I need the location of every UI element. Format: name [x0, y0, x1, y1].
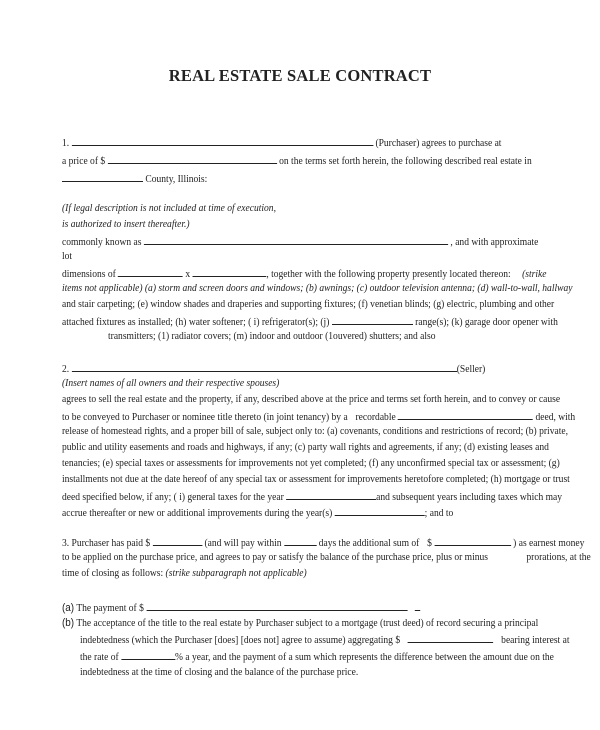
section-2-line-3: agrees to sell the real estate and the property, if any, described above at the price and terms set forth herein, and to convey or cause — [62, 394, 561, 405]
rate-label: the rate of — [80, 652, 119, 663]
section-2-line-8: installments not due at the date hereof of any special tax or assessment for improvements heretofore completed; (h) mortgage or trust — [62, 474, 570, 485]
improvement-year-field[interactable] — [335, 506, 425, 516]
price-field[interactable] — [108, 154, 277, 164]
property-list-1-text: items not applicable) (a) storm and screen doors and windows; (b) awnings; (c) outdoor television antenna; (d) wall-to-wall, hallway — [62, 283, 573, 294]
earnest-paid-field[interactable] — [153, 536, 203, 546]
prorations-text: prorations, at the — [526, 552, 591, 563]
additional-sum-field[interactable] — [434, 536, 511, 546]
deed-with-text: deed, with — [535, 412, 576, 423]
legal-note-2: is authorized to insert thereafter.) — [62, 219, 190, 230]
section-1-line-3 — [62, 172, 207, 186]
page-title: REAL ESTATE SALE CONTRACT — [168, 66, 432, 85]
subparagraph-b-line-4: indebtedness at the time of closing and the balance of the purchase price. — [80, 667, 359, 678]
known-as-label: commonly known as — [62, 237, 142, 248]
section-1-line-dim — [62, 267, 546, 281]
purchaser-text: (Purchaser) agrees to purchase at — [375, 138, 502, 149]
acceptance-text: The acceptance of the title to the real estate by Purchaser subject to a mortgage (trust deed) of record securing a principal — [76, 618, 539, 629]
property-list-3 — [62, 315, 558, 329]
price-label: a price of $ — [62, 156, 106, 167]
terms-text: on the terms set forth herein, the following described real estate in — [279, 156, 532, 167]
recordable-text: recordable — [355, 412, 396, 423]
section-2-line-1 — [62, 362, 485, 376]
section-1-number: 1. — [62, 138, 70, 149]
section-2-line-6: public and utility easements and roads and highways, if any; (c) party wall rights and agreements, if any; (d) existing leases and — [62, 442, 549, 453]
rate-text: % a year, and the payment of a sum which represents the difference between the amount due on the — [175, 652, 554, 663]
range-text: range(s); (k) garage door opener with — [415, 317, 558, 328]
payment-text: The payment of $ — [76, 603, 144, 614]
accrue-text: accrue thereafter or new or additional improvements during the year(s) — [62, 508, 333, 519]
strike-subparagraph-note: (strike subparagraph not applicable) — [165, 568, 307, 579]
balance-text: to be applied on the purchase price, and agrees to pay or satisfy the balance of the purchase price, plus or minus — [62, 552, 488, 563]
payment-field-end — [415, 601, 420, 611]
and-to-text: ; and to — [424, 508, 454, 519]
section-1-line-known — [62, 235, 538, 249]
dimensions-label: dimensions of — [62, 269, 116, 280]
address-field[interactable] — [144, 235, 448, 245]
property-list-3-text: attached fixtures as installed; (h) water softener; ( i) refrigerator(s); (j) — [62, 317, 330, 328]
subparagraph-b-line-2 — [80, 633, 569, 647]
conveyed-text: to be conveyed to Purchaser or nominee title thereto (in joint tenancy) by a — [62, 412, 348, 423]
payment-field[interactable] — [146, 601, 407, 611]
section-2-number: 2. — [62, 364, 70, 375]
subparagraph-a — [62, 601, 420, 615]
deed-type-field[interactable] — [398, 410, 533, 420]
section-2-line-4 — [62, 410, 575, 424]
additional-sum-text: days the additional sum of — [318, 538, 420, 549]
county-label: County, Illinois: — [145, 174, 208, 185]
section-2-line-5: release of homestead rights, and a proper bill of sale, subject only to: (a) covenants, conditions and restrictions of record; (b) private, — [62, 426, 568, 437]
purchaser-name-field[interactable] — [72, 136, 374, 146]
aggregating-field[interactable] — [408, 633, 493, 643]
dimension-x: x — [185, 269, 191, 280]
strike-note: (strike — [522, 269, 547, 280]
bearing-interest-text: bearing interest at — [501, 635, 570, 646]
approx-text: , and with approximate — [450, 237, 539, 248]
county-field[interactable] — [62, 172, 143, 182]
section-3-line-3 — [62, 568, 307, 580]
dimension-width-field[interactable] — [118, 267, 183, 277]
section-2-line-9 — [62, 490, 562, 504]
section-1-line-2 — [62, 154, 532, 168]
earnest-money-text: ) as earnest money — [513, 538, 585, 549]
subparagraph-b-line-3 — [80, 650, 554, 664]
property-list-4: transmitters; (1) radiator covers; (m) indoor and outdoor (1ouvered) shutters; and also — [108, 331, 436, 342]
subparagraph-a-label: (a) — [62, 602, 75, 614]
seller-label: (Seller) — [456, 364, 486, 375]
section-3-line-1 — [62, 536, 584, 550]
section-3-line-2 — [62, 552, 591, 564]
legal-note-1: (If legal description is not included at time of execution, — [62, 203, 276, 214]
lot-label: lot — [62, 251, 73, 262]
paid-label: 3. Purchaser has paid $ — [62, 538, 151, 549]
dollar-sign: $ — [427, 538, 432, 549]
tax-year-field[interactable] — [286, 490, 376, 500]
section-1-line-1 — [62, 136, 501, 150]
closing-text: time of closing as follows: — [62, 568, 164, 579]
subparagraph-b-label: (b) — [62, 617, 75, 629]
dimension-depth-field[interactable] — [193, 267, 267, 277]
together-text: , together with the following property presently located thereon: — [266, 269, 511, 280]
fixture-j-field[interactable] — [332, 315, 413, 325]
subparagraph-b — [62, 617, 538, 630]
seller-name-field[interactable] — [72, 362, 457, 372]
section-2-line-7: tenancies; (e) special taxes or assessments for improvements not yet completed; (f) any unconfirmed special tax or assessment; (g) — [62, 458, 560, 469]
subsequent-years-text: and subsequent years including taxes which may — [376, 492, 563, 503]
general-taxes-text: deed specified below, if any; ( i) general taxes for the year — [62, 492, 284, 503]
insert-names-note: (Insert names of all owners and their respective spouses) — [62, 378, 280, 389]
days-field[interactable] — [284, 536, 316, 546]
indebtedness-text: indebtedness (which the Purchaser [does] [does not] agree to assume) aggregating $ — [80, 635, 401, 646]
will-pay-text: (and will pay within — [204, 538, 282, 549]
property-list-1 — [62, 283, 572, 295]
section-2-line-10 — [62, 506, 453, 520]
interest-rate-field[interactable] — [121, 650, 175, 660]
property-list-2: and stair carpeting; (e) window shades and draperies and supporting fixtures; (f) venetian blinds; (g) electric, plumbing and other — [62, 299, 555, 310]
